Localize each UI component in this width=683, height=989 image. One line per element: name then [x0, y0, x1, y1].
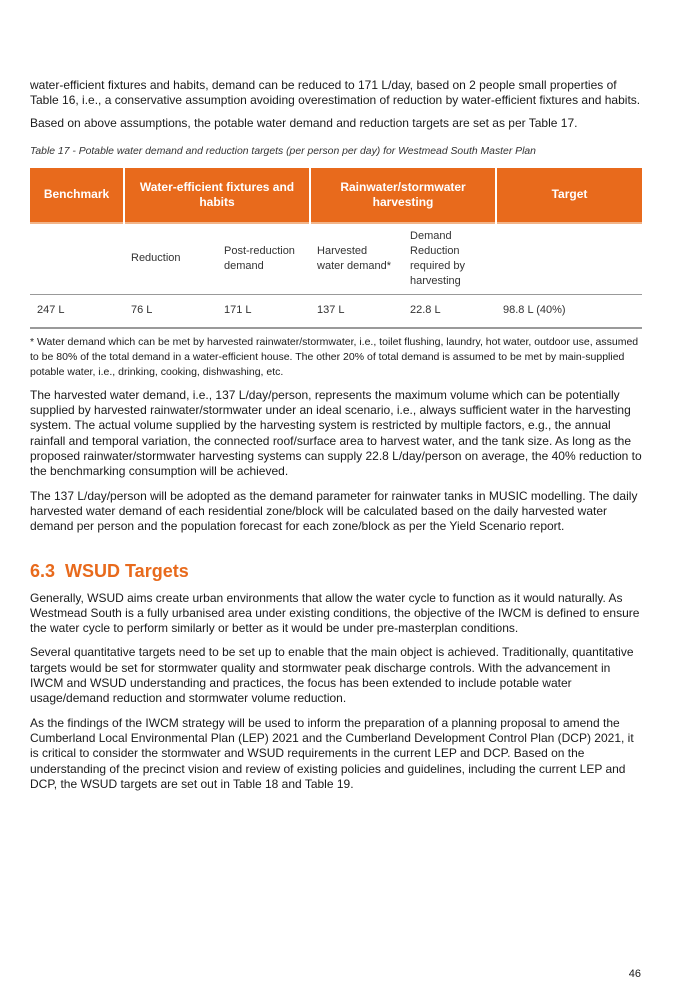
- intro-paragraph-2: Based on above assumptions, the potable water demand and reduction targets are set as per Table 17.: [30, 115, 578, 130]
- value-target: 98.8 L (40%): [496, 294, 642, 328]
- body-paragraph: The harvested water demand, i.e., 137 L/day/person, represents the maximum volume which can be potentially supplied by harvested rainwater/stormwater under an ideal scenario, i.e., always sufficient water in the harvesting system. The actual volume supplied by the harvesting system is restricted by multiple factors, e.g., the annual rainfall and temporal variation, the connected roof/surface area to harvest water, and the tank size. As long as the proposed rainwater/stormwater harvesting systems can supply 22.8 L/day/person on average, the 40% reduction to the benchmarking consumption will be achieved.: [30, 387, 642, 479]
- table-header-row: [30, 168, 642, 223]
- subheader-cell: Reduction: [124, 223, 217, 295]
- header-harvesting: Rainwater/stormwater harvesting: [310, 168, 496, 223]
- section-heading: [30, 561, 642, 581]
- demand-targets-table: [30, 168, 642, 329]
- value-harvested: 137 L: [310, 294, 403, 328]
- header-benchmark: Benchmark: [30, 168, 124, 223]
- section-number: 6.3: [30, 560, 56, 581]
- subheader-cell: [496, 223, 642, 295]
- table-row: [30, 294, 642, 328]
- section-title: WSUD Targets: [65, 560, 189, 581]
- header-water-efficient: Water-efficient fixtures and habits: [124, 168, 310, 223]
- subheader-cell: [30, 223, 124, 295]
- table-caption: Table 17 - Potable water demand and reduction targets (per person per day) for Westmead South Master Plan: [30, 145, 536, 157]
- header-target: Target: [496, 168, 642, 223]
- table-footnote: * Water demand which can be met by harvested rainwater/stormwater, i.e., toilet flushing, laundry, hot water, outdoor use, assumed to be 80% of the total demand in a water-efficient house. The other 20% of total demand is assumed to be met by main-supplied potable water, i.e., drinking, cooking, dishwashing, etc.: [30, 335, 639, 378]
- body-paragraph: As the findings of the IWCM strategy will be used to inform the preparation of a planning proposal to amend the Cumberland Local Environmental Plan (LEP) 2021 and the Cumberland Development Control Plan (DCP) 2021, it is critical to consider the stormwater and WSUD requirements in the current LEP and DCP. Based on the understanding of the precinct vision and review of existing policies and guidelines, including the current LEP and DCP, the WSUD targets are set out in Table 18 and Table 19.: [30, 715, 634, 791]
- intro-paragraph-1: water-efficient fixtures and habits, demand can be reduced to 171 L/day, based on 2 people small properties of Table 16, i.e., a conservative assumption avoiding overestimation of reduction by water-efficient fixtures and habits.: [30, 78, 641, 108]
- body-paragraph: Several quantitative targets need to be set up to enable that the main object is achieved. Traditionally, quantitative targets would be set for stormwater quality and stormwater peak discharge controls. With the advancement in IWCM and WSUD understanding and practices, the focus has been extended to include potable water usage/demand reduction and stormwater volume reduction.: [30, 645, 634, 706]
- value-reduction: 76 L: [124, 294, 217, 328]
- body-paragraph: The 137 L/day/person will be adopted as the demand parameter for rainwater tanks in MUSIC modelling. The daily harvested water demand of each residential zone/block will be calculated based on the daily harvested water demand per person and the population forecast for each zone/block as per the Yield Scenario report.: [30, 488, 638, 534]
- value-post-reduction: 171 L: [217, 294, 310, 328]
- page-number: 46: [628, 968, 641, 980]
- body-paragraph: Generally, WSUD aims create urban environments that allow the water cycle to function as it would naturally. As Westmead South is a fully urbanised area under existing conditions, the objective of the IWCM is defined to ensure the water cycle to perform similarly or better as it would be under pre-masterplan conditions.: [30, 590, 640, 636]
- value-harvesting-reduction: 22.8 L: [403, 294, 496, 328]
- subheader-cell: Post-reduction demand: [217, 223, 310, 295]
- subheader-cell: Harvested water demand*: [310, 223, 403, 295]
- document-body: [30, 78, 642, 801]
- subheader-cell: Demand Reduction required by harvesting: [403, 223, 496, 295]
- table-subheader-row: [30, 223, 642, 295]
- value-benchmark: 247 L: [30, 294, 124, 328]
